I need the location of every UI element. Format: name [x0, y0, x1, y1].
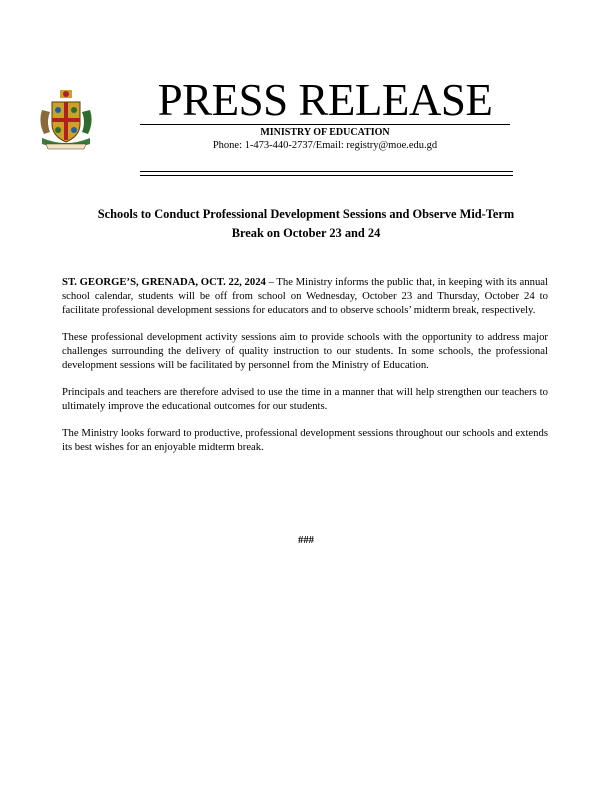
paragraph-1-text: – The Ministry informs the public that, in keeping with its annual school calendar, students will be off from school on Wednesday, October 23 and Thursday, October 24 to facilitate professional development sessions for educators and to observe schools’ midterm break, respectively. — [62, 276, 549, 316]
headline — [62, 205, 550, 243]
ministry-name: MINISTRY OF EDUCATION — [260, 127, 390, 138]
page-title: PRESS RELEASE — [157, 75, 493, 125]
end-mark: ### — [297, 534, 315, 546]
paragraph-2: These professional development activity sessions aim to provide schools with the opportunity to address major challenges surrounding the delivery of quality instruction to our students. In some schools, the professional development sessions will be facilitated by personnel from the Ministry of Education. — [62, 331, 548, 371]
header-divider — [140, 124, 510, 125]
paragraph-1 — [62, 275, 548, 317]
dateline: ST. GEORGE’S, GRENADA, OCT. 22, 2024 — [62, 276, 266, 288]
contact-info: Phone: 1-473-440-2737/Email: registry@moe.edu.gd — [212, 140, 438, 151]
paragraph-4: The Ministry looks forward to productive, professional development sessions throughout our schools and extends its best wishes for an enjoyable midterm break. — [62, 427, 548, 453]
coat-of-arms-icon — [36, 88, 96, 152]
headline-line-1: Schools to Conduct Professional Development Sessions and Observe Mid-Term — [97, 207, 515, 221]
paragraph-3: Principals and teachers are therefore advised to use the time in a manner that will help strengthen our teachers to ultimately improve the educational outcomes for our students. — [62, 386, 548, 412]
article-body — [62, 275, 548, 467]
headline-line-2: Break on October 23 and 24 — [231, 226, 381, 240]
double-divider — [140, 171, 513, 176]
